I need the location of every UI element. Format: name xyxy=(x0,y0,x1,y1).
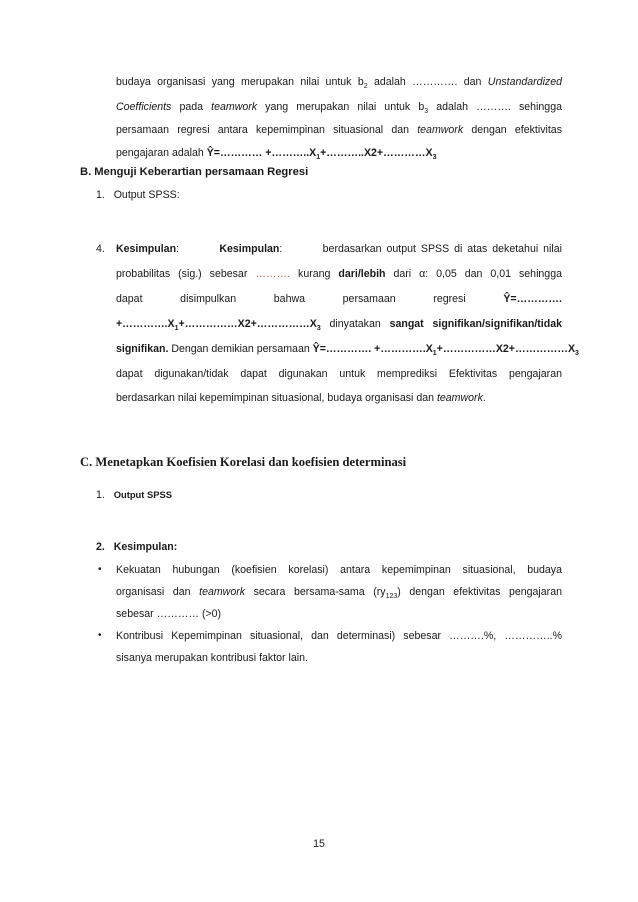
list-text: Output SPSS: xyxy=(113,189,180,201)
word: bahwa xyxy=(273,293,305,305)
bullet-1-line-1: Kekuatan hubungan (koefisien korelasi) antara kepemimpinan situasional, budaya xyxy=(116,564,562,576)
paragraph-line-4 xyxy=(116,146,562,165)
paragraph-line-3 xyxy=(116,123,562,137)
text-run xyxy=(219,242,282,256)
list-text: Output SPSS xyxy=(113,489,173,500)
item-4-line-4 xyxy=(116,317,562,336)
section-b-item-1 xyxy=(96,188,180,202)
colon: : xyxy=(176,243,179,255)
text-run: probabilitas (sig.) sebesar xyxy=(116,268,256,280)
section-c-heading: C. Menetapkan Koefisien Korelasi dan koefisien determinasi xyxy=(80,455,407,469)
list-text: Kesimpulan: xyxy=(113,541,178,553)
text-run: pada xyxy=(171,101,212,113)
bold-term: signifikan. xyxy=(116,343,169,355)
equation: +……………X2+……………X xyxy=(436,343,576,355)
word: persamaan xyxy=(342,293,396,305)
text-run: budaya organisasi yang merupakan nilai untuk b xyxy=(116,76,364,88)
italic-term: Unstandardized xyxy=(487,76,562,88)
text-run: secara bersama-sama (ry xyxy=(245,586,386,598)
subscript: 3 xyxy=(575,350,579,358)
bullet-1-line-3: sebesar ………… (>0) xyxy=(116,608,222,620)
bullet-icon: • xyxy=(98,564,102,575)
subscript: 123 xyxy=(385,593,398,601)
item-4-number: 4. xyxy=(96,243,105,255)
equation: Ŷ=…………. xyxy=(503,293,562,305)
subscript: 3 xyxy=(316,325,321,333)
text-run xyxy=(116,242,179,256)
list-number: 2. xyxy=(96,541,105,553)
italic-term: teamwork xyxy=(417,124,464,136)
word: dapat xyxy=(116,293,143,305)
subscript: 3 xyxy=(424,108,429,116)
text-run: Dengan demikian persamaan xyxy=(168,343,313,355)
paragraph-line-2 xyxy=(116,100,562,119)
subscript: 1 xyxy=(432,350,437,358)
item-4-line-6: dapat digunakan/tidak dapat digunakan untuk memprediksi Efektivitas pengajaran xyxy=(116,368,562,380)
text-run: adalah ………. sehingga xyxy=(428,101,562,113)
paragraph-line-1 xyxy=(116,75,562,94)
item-4-line-5 xyxy=(116,342,579,361)
bold-term: sangat signifikan/signifikan/tidak xyxy=(389,318,562,330)
bullet-icon: • xyxy=(98,630,102,641)
section-c-item-2 xyxy=(96,540,177,554)
page-number: 15 xyxy=(313,838,325,850)
bold-term: Kesimpulan xyxy=(219,243,280,255)
equation: Ŷ=…………. +………….X xyxy=(312,343,433,355)
text-run: yang merupakan nilai untuk b xyxy=(257,101,425,113)
item-4-line-3 xyxy=(116,292,562,306)
section-b-heading: B. Menguji Keberartian persamaan Regresi xyxy=(80,166,309,178)
bold-term: Kesimpulan xyxy=(116,243,177,255)
text-run: berdasarkan output SPSS di atas deketahui nilai xyxy=(322,243,562,255)
text-run: persamaan regresi antara kepemimpinan situasional dan xyxy=(116,124,418,136)
list-number: 1. xyxy=(96,189,105,201)
text-run: kurang xyxy=(290,268,339,280)
bold-term: dari/lebih xyxy=(338,268,386,280)
colon: : xyxy=(279,243,283,255)
text-run: pengajaran adalah xyxy=(116,147,207,159)
item-4-line-7 xyxy=(116,391,562,405)
equation: Ŷ=………… +………..X xyxy=(206,147,317,159)
item-4-line-1 xyxy=(116,242,562,256)
subscript: 3 xyxy=(432,154,437,162)
subscript: 1 xyxy=(316,154,321,162)
text-run: . xyxy=(482,392,486,404)
bullet-1-line-2 xyxy=(116,585,562,604)
text-run: berdasarkan nilai kepemimpinan situasional, budaya organisasi dan xyxy=(116,392,437,404)
text-run: ) dengan efektivitas pengajaran xyxy=(397,586,562,598)
subscript: 1 xyxy=(174,325,179,333)
italic-term: Coefficients xyxy=(116,101,172,113)
text-run: dinyatakan xyxy=(320,318,390,330)
word: regresi xyxy=(433,293,466,305)
equation: +………..X2+…………X xyxy=(320,147,433,159)
italic-term: teamwork xyxy=(436,392,483,404)
item-4-line-2 xyxy=(116,267,562,281)
equation: +……………X2+……………X xyxy=(178,318,317,330)
text-run: organisasi dan xyxy=(116,586,200,598)
bullet-2-line-2: sisanya merupakan kontribusi faktor lain. xyxy=(116,652,308,664)
bullet-2-line-1: Kontribusi Kepemimpinan situasional, dan determinasi) sebesar ……….%, …………..% xyxy=(116,630,562,642)
italic-term: teamwork xyxy=(211,101,258,113)
equation: +………….X xyxy=(116,318,175,330)
text-run: dari α: 0,05 dan 0,01 sehingga xyxy=(385,268,562,280)
section-c-item-1 xyxy=(96,488,172,502)
italic-term: teamwork xyxy=(199,586,246,598)
word: disimpulkan xyxy=(180,293,237,305)
text-run: adalah …………. dan xyxy=(367,76,488,88)
blank-value: ………. xyxy=(255,268,291,280)
list-number: 1. xyxy=(96,489,105,501)
subscript: 2 xyxy=(363,83,368,91)
text-run: dengan efektivitas xyxy=(463,124,562,136)
